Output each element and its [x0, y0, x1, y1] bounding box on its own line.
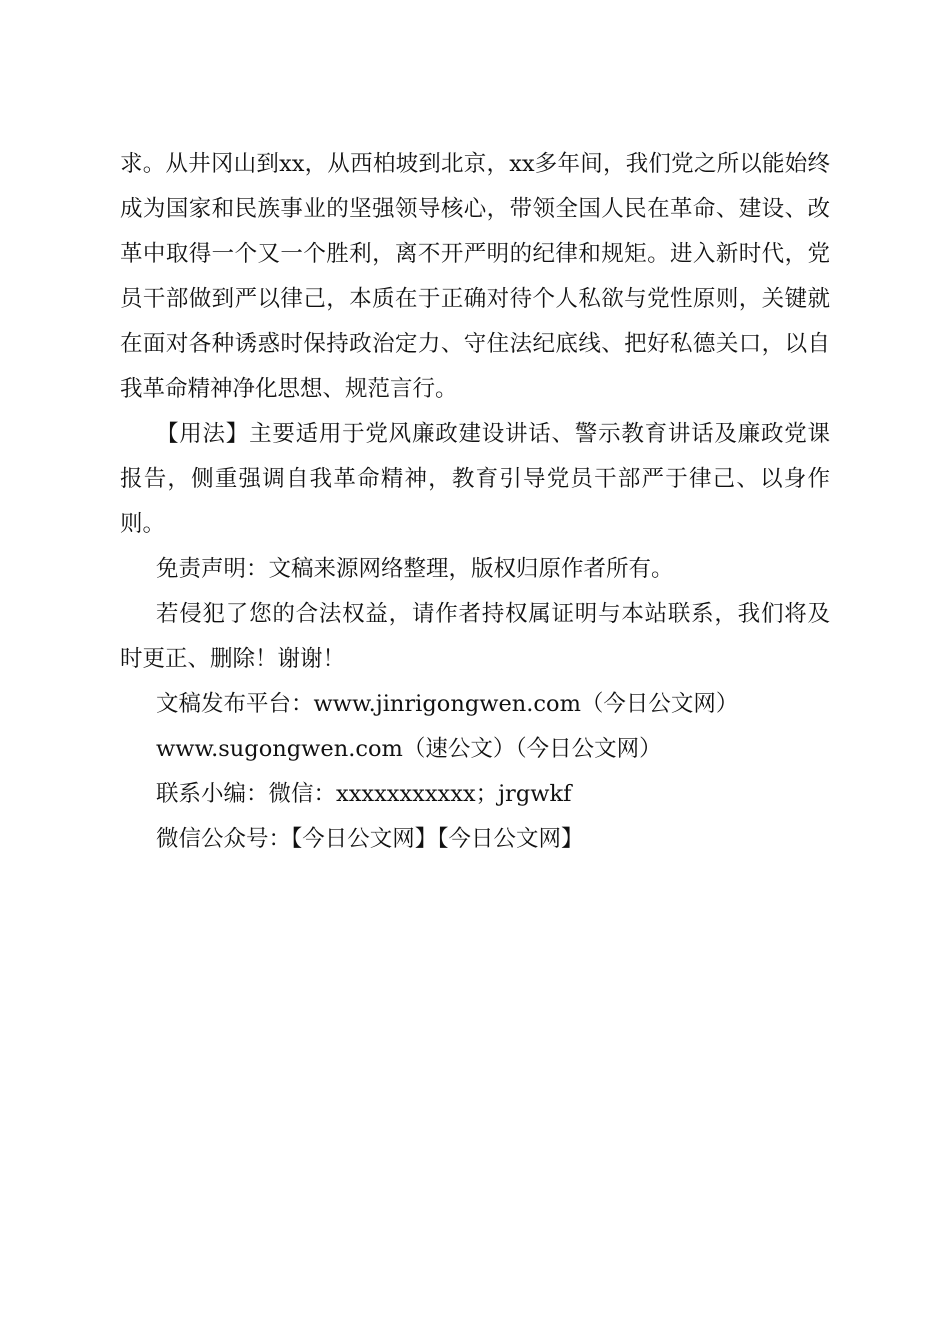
paragraph-infringement-notice: 若侵犯了您的合法权益，请作者持权属证明与本站联系，我们将及时更正、删除！谢谢！: [120, 601, 830, 672]
document-body: [120, 142, 830, 862]
paragraph-discipline-history: 求。从井冈山到xx，从西柏坡到北京，xx多年间，我们党之所以能始终成为国家和民族事业的坚强领导核心，带领全国人民在革命、建设、改革中取得一个又一个胜利，离不开严明的纪律和规矩。进入新时代，党员干部做到严以律己，本质在于正确对待个人私欲与党性原则，关键就在面对各种诱惑时保持政治定力、守住法纪底线、把好私德关口，以自我革命精神净化思想、规范言行。: [120, 151, 830, 402]
paragraph-usage: 【用法】主要适用于党风廉政建设讲话、警示教育讲话及廉政党课报告，侧重强调自我革命精神，教育引导党员干部严于律己、以身作则。: [120, 421, 830, 537]
footer-site-line: www.sugongwen.com（速公文）（今日公文网）: [156, 736, 662, 762]
footer-contact-line: 联系小编：微信：xxxxxxxxxxx；jrgwkf: [156, 781, 572, 807]
paragraph-disclaimer: 免责声明：文稿来源网络整理，版权归原作者所有。: [156, 556, 674, 582]
footer-wechat-account-line: 微信公众号：【今日公文网】【今日公文网】: [156, 826, 584, 852]
footer-platform-line: 文稿发布平台：www.jinrigongwen.com（今日公文网）: [156, 691, 739, 717]
